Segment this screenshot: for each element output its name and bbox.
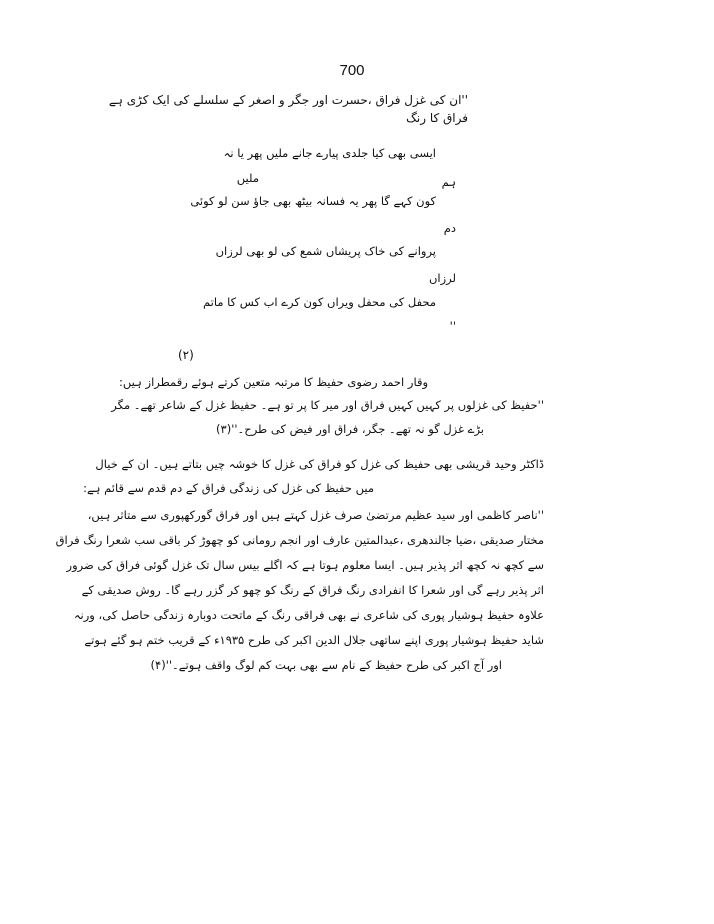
qureshi-line-2: میں حفیظ کی غزل کی زندگی فراق کے دم قدم سے قائم ہے:	[83, 481, 374, 495]
waqar-quote-line-2: بڑے غزل گو نہ تھے۔ جگر، فراق اور فیض کی طرح۔''(۳)	[216, 422, 484, 436]
poem-line-4: کون کہے گا پھر یہ فسانہ بیٹھ بھی جاؤ سن لو کوئی	[190, 194, 436, 208]
intro-quote-line-2: فراق کا رنگ	[406, 111, 468, 125]
long-quote-line-3: سے کچھ نہ کچھ اثر پذیر ہیں۔ ایسا معلوم ہوتا ہے کہ اگلے بیس سال تک غزل گوئی فراق کی ضرور	[66, 558, 544, 572]
long-quote-line-7: اور آج اکبر کی طرح حفیظ کے نام سے بھی بہت کم لوگ واقف ہوتے۔''(۴)	[150, 658, 502, 672]
long-quote-line-5: علاوہ حفیظ ہوشیار پوری کی شاعری نے بھی فراقی رنگ کے ماتحت دوبارہ زندگی حاصل کی، ورنہ	[73, 608, 544, 622]
poem-line-2: ملیں	[236, 171, 259, 185]
waqar-quote-line-1: ''حفیظ کی غزلوں پر کہیں کہیں فراق اور میر کا پر تو ہے۔ حفیظ غزل کے شاعر تھے۔ مگر	[111, 398, 544, 412]
qureshi-line-1: ڈاکٹر وحید قریشی بھی حفیظ کی غزل کو فراق کی غزل کا خوشہ چیں بتاتے ہیں۔ ان کے خیال	[95, 457, 544, 471]
poem-line-1: ایسی بھی کیا جلدی پیارے جانے ملیں پھر یا نہ	[223, 146, 436, 160]
poem-line-9: ''	[449, 319, 456, 333]
long-quote-line-6: شاید حفیظ ہوشیار پوری اپنے ساتھی جلال الدین اکبر کی طرح ۱۹۳۵ء کے قریب ختم ہو گئے ہوتے	[84, 633, 544, 647]
reference-marker-2: (۲)	[178, 348, 194, 362]
poem-line-8: محفل کی محفل ویراں کون کرے اب کس کا ماتم	[203, 295, 436, 309]
poem-line-5: دم	[443, 221, 456, 235]
poem-line-7: لرزاں	[428, 271, 456, 285]
long-quote-line-1: ''ناصر کاظمی اور سید عظیم مرتضیٰ صرف غزل کہتے ہیں اور فراق گورکھپوری سے متاثر ہیں،	[87, 508, 544, 522]
long-quote-line-2: مختار صدیقی ،ضیا جالندھری ،عبدالمتین عارف اور انجم رومانی کو چھوڑ کر باقی سب شعرا رنگ فراق	[55, 533, 544, 547]
page-number: 700	[339, 62, 365, 79]
intro-quote-line-1: ''ان کی غزل فراق ،حسرت اور جگر و اصغر کے سلسلے کی ایک کڑی ہے	[108, 93, 468, 107]
waqar-intro: وقار احمد رضوی حفیظ کا مرتبہ متعین کرتے ہوئے رقمطراز ہیں:	[119, 375, 428, 389]
poem-line-6: پروانے کی خاک پریشاں شمع کی لو بھی لرزاں	[215, 244, 436, 258]
poem-line-3: ہم	[441, 175, 456, 189]
long-quote-line-4: اثر پذیر رہے گی اور شعرا کا انفرادی رنگ فراق کے رنگ کو چھو کر گزر رہے گا۔ روش صدیقی کے	[81, 583, 544, 597]
